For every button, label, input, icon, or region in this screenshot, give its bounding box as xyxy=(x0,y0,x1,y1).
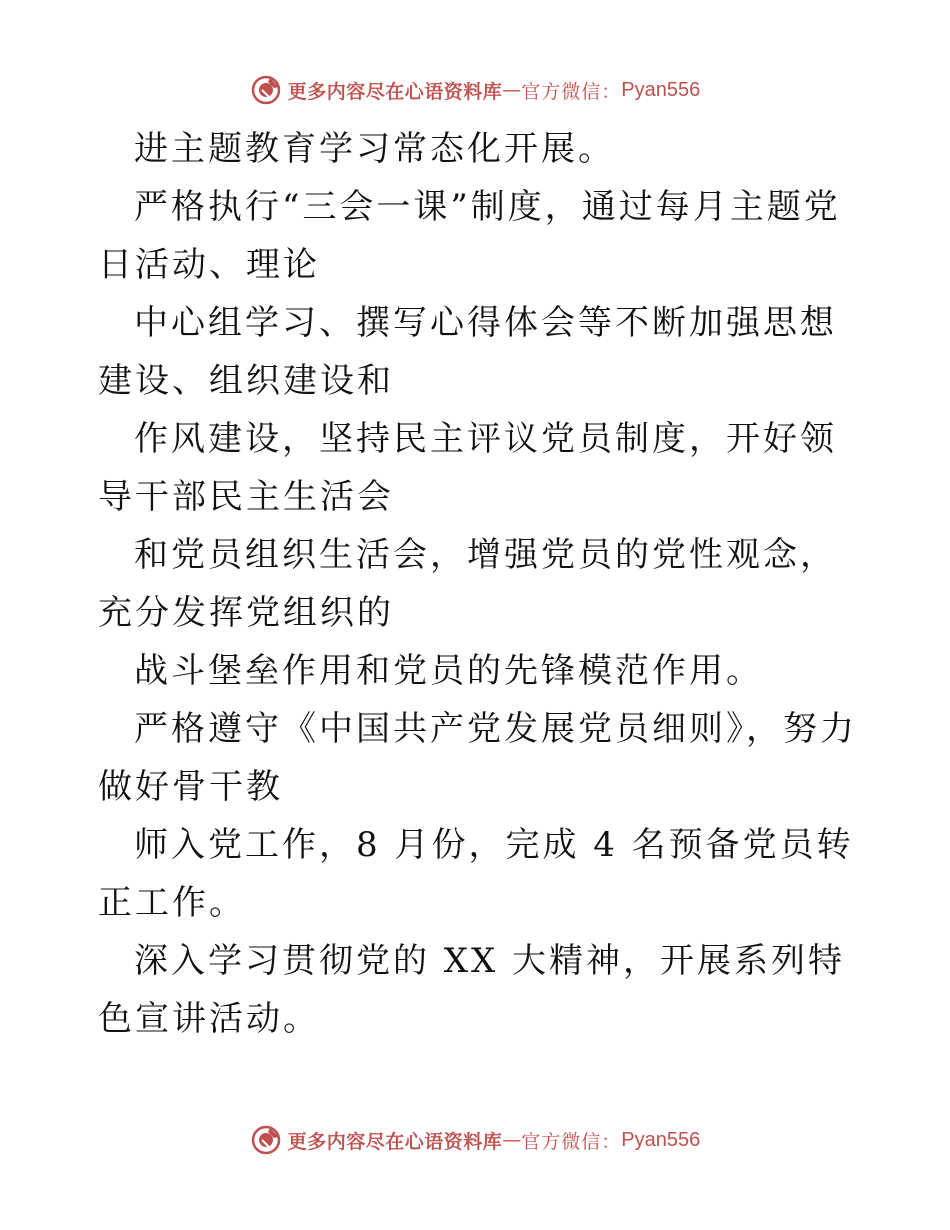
seal-logo-icon xyxy=(250,1124,282,1156)
document-body xyxy=(98,120,858,1048)
paragraph: 中心组学习、撰写心得体会等不断加强思想建设、组织建设和 xyxy=(98,303,837,401)
seal-logo-icon xyxy=(250,74,282,106)
footer-wechat-label: 官方微信： xyxy=(521,1130,622,1153)
paragraph: 战斗堡垒作用和党员的先锋模范作用。 xyxy=(134,651,763,691)
footer-separator: — xyxy=(502,1129,522,1151)
header-brand-text: 更多内容尽在心语资料库 xyxy=(287,80,503,103)
header-wechat-id: Pyan556 xyxy=(621,78,701,101)
header-wechat-label: 官方微信： xyxy=(521,80,622,103)
paragraph: 师入党工作，8 月份，完成 4 名预备党员转正工作。 xyxy=(98,825,854,923)
paragraph: 进主题教育学习常态化开展。 xyxy=(134,129,615,169)
footer-wechat-id: Pyan556 xyxy=(621,1128,701,1151)
paragraph: 作风建设，坚持民主评议党员制度，开好领导干部民主生活会 xyxy=(98,419,837,517)
paragraph: 严格遵守《中国共产党发展党员细则》，努力做好骨干教 xyxy=(98,709,857,807)
footer-banner xyxy=(0,1120,950,1160)
paragraph: 严格执行“三会一课”制度，通过每月主题党日活动、理论 xyxy=(98,187,841,285)
header-separator: — xyxy=(502,79,522,101)
paragraph: 和党员组织生活会，增强党员的党性观念，充分发挥党组织的 xyxy=(98,535,837,633)
footer-brand-text: 更多内容尽在心语资料库 xyxy=(287,1130,503,1153)
header-banner xyxy=(0,70,950,110)
paragraph: 深入学习贯彻党的 XX 大精神，开展系列特色宣讲活动。 xyxy=(98,941,846,1039)
